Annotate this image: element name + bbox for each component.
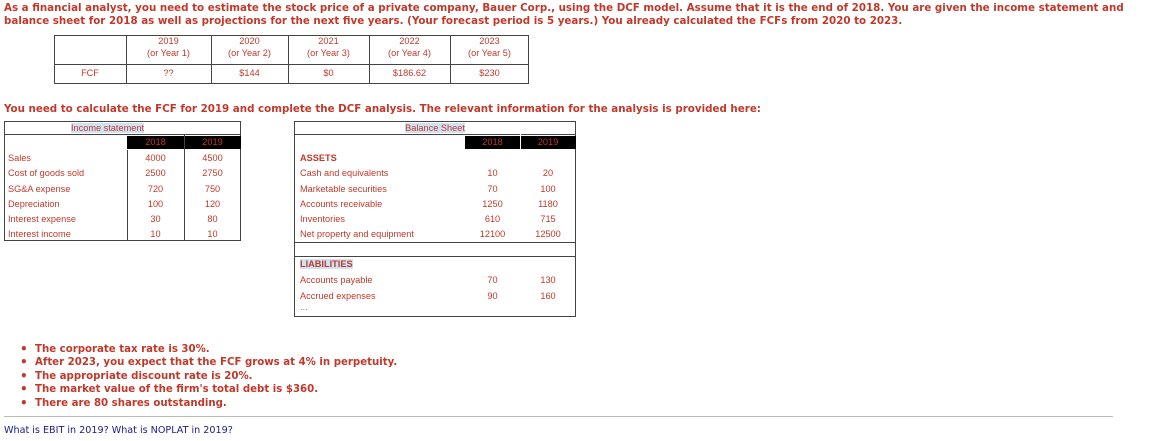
fcf-year-2019: 2019 <box>158 36 179 46</box>
fcf-year-2022-sub: (or Year 4) <box>388 48 431 58</box>
assumption-item: • The appropriate discount rate is 20%. <box>20 370 397 383</box>
asset-value-2019: 715 <box>540 214 556 224</box>
income-value-2018: 2500 <box>145 168 166 178</box>
assumption-item: • The corporate tax rate is 30%. <box>20 343 397 356</box>
income-value-2018: 30 <box>150 214 161 224</box>
fcf-value-2022: $186.62 <box>392 68 427 78</box>
fcf-row-label: FCF <box>81 68 99 78</box>
asset-value-2019: 100 <box>540 184 556 194</box>
fcf-year-2022: 2022 <box>399 36 420 46</box>
fcf-year-2019-sub: (or Year 1) <box>147 48 190 58</box>
question-text: What is EBIT in 2019? What is NOPLAT in 2019? <box>4 425 233 436</box>
income-value-2019: 10 <box>207 229 218 239</box>
income-row-label: SG&A expense <box>8 184 71 194</box>
ellipsis: ... <box>300 302 308 312</box>
asset-value-2018: 10 <box>487 168 498 178</box>
asset-value-2019: 20 <box>542 168 554 178</box>
liability-row-label: Accrued expenses <box>300 291 376 301</box>
asset-value-2018: 610 <box>484 214 501 224</box>
fcf-year-2023-sub: (or Year 5) <box>468 48 511 58</box>
liability-value-2019: 160 <box>540 291 556 301</box>
income-value-2018: 100 <box>147 199 164 209</box>
asset-value-2018: 70 <box>487 184 498 194</box>
income-value-2019: 750 <box>204 184 221 194</box>
balance-year-2018: 2018 <box>482 137 503 147</box>
fcf-year-2021: 2021 <box>318 36 339 46</box>
assumption-item: • After 2023, you expect that the FCF grows at 4% in perpetuity. <box>20 356 397 369</box>
asset-row-label: Net property and equipment <box>300 229 414 239</box>
income-value-2019: 80 <box>207 214 218 224</box>
fcf-year-2020: 2020 <box>239 36 260 46</box>
income-row-label: Interest income <box>8 229 71 239</box>
income-row-label: Sales <box>8 153 31 163</box>
asset-row-label: Marketable securities <box>300 184 387 194</box>
income-year-2018: 2018 <box>145 137 166 147</box>
balance-year-2019: 2019 <box>537 137 559 147</box>
fcf-year-2021-sub: (or Year 3) <box>307 48 350 58</box>
fcf-value-2021: $0 <box>323 68 334 78</box>
income-row-label: Interest expense <box>8 214 76 224</box>
fcf-value-2019: ?? <box>163 68 174 78</box>
income-year-2019: 2019 <box>202 137 223 147</box>
asset-value-2018: 12100 <box>479 229 506 239</box>
asset-row-label: Inventories <box>300 214 345 224</box>
liability-value-2018: 70 <box>487 275 498 285</box>
income-value-2018: 720 <box>147 184 164 194</box>
liability-value-2019: 130 <box>540 275 556 285</box>
asset-row-label: Accounts receivable <box>300 199 383 209</box>
income-value-2019: 2750 <box>202 168 223 178</box>
income-value-2019: 120 <box>204 199 221 209</box>
fcf-year-2023: 2023 <box>479 36 500 46</box>
income-statement-title: Income statement <box>70 123 145 133</box>
divider <box>4 416 1113 417</box>
liabilities-heading: LIABILITIES <box>300 259 353 269</box>
balance-sheet-title: Balance Sheet <box>405 123 465 133</box>
liability-row-label: Accounts payable <box>300 275 373 285</box>
assumption-item: • The market value of the firm's total debt is $360. <box>20 383 397 396</box>
assumptions-list <box>20 343 397 410</box>
income-value-2018: 10 <box>150 229 161 239</box>
income-row-label: Depreciation <box>8 199 60 209</box>
income-value-2019: 4500 <box>202 153 223 163</box>
assumption-item: • There are 80 shares outstanding. <box>20 397 397 410</box>
liability-value-2018: 90 <box>487 291 498 301</box>
income-row-label: Cost of goods sold <box>8 168 85 178</box>
asset-value-2019: 1180 <box>538 199 558 209</box>
income-value-2018: 4000 <box>145 153 166 163</box>
problem-intro: As a financial analyst, you need to estimate the stock price of a private company, Bauer Corp., using the DCF model. Assume that it is the end of 2018. You are given the income statement and balance sheet for 2018 as well as projections for the next five years. (Your forecast period is 5 years.) You already calculated the FCFs from 2020 to 2023. <box>4 2 1124 27</box>
asset-row-label: Cash and equivalents <box>300 168 389 178</box>
fcf-value-2023: $230 <box>479 68 500 78</box>
asset-value-2018: 1250 <box>482 199 503 209</box>
asset-value-2019: 12500 <box>535 229 561 239</box>
assets-heading: ASSETS <box>300 153 337 163</box>
fcf-value-2020: $144 <box>239 68 260 78</box>
instructions-text: You need to calculate the FCF for 2019 and complete the DCF analysis. The relevant information for the analysis is provided here: <box>4 103 761 115</box>
fcf-year-2020-sub: (or Year 2) <box>228 48 271 58</box>
